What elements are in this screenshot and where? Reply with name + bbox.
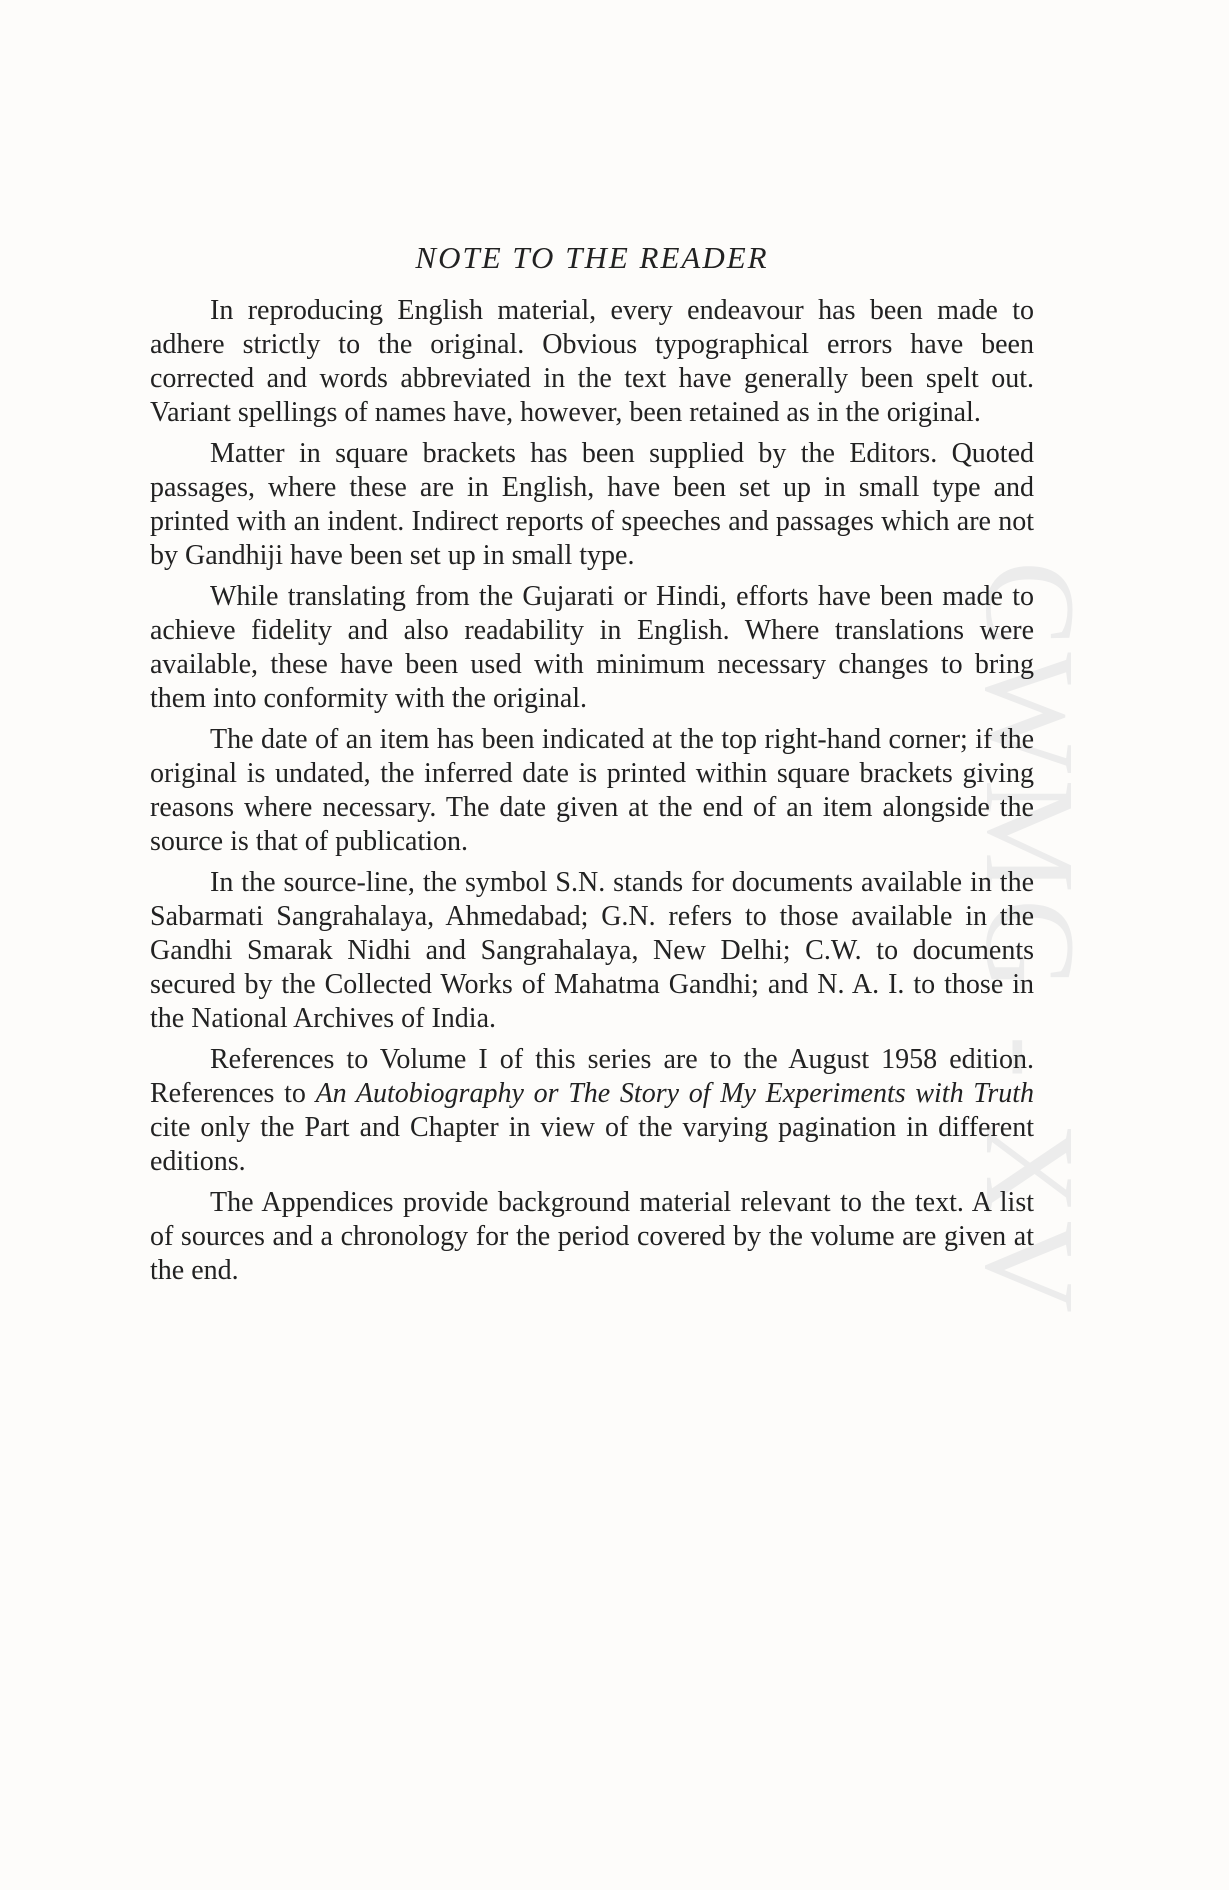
page-title: NOTE TO THE READER: [415, 240, 769, 275]
references-text-after: cite only the Part and Chapter in view of the varying pagination in different editions.: [150, 1112, 1034, 1177]
paragraph-english-material: In reproducing English material, every endeavour has been made to adhere strictly to the original. Obvious typographical errors have been corrected and words abbreviated in the text have generally been spelt out. Variant spellings of names have, however, been retained as in the original.: [150, 295, 1034, 428]
watermark-text: CWMG - XV: [959, 561, 1101, 1319]
page-content: [150, 240, 1034, 1295]
paragraph-square-brackets: Matter in square brackets has been supplied by the Editors. Quoted passages, where these are in English, have been set up in small type and printed with an indent. Indirect reports of speeches and passages which are not by Gandhiji have been set up in small type.: [150, 438, 1034, 571]
paragraph-date: The date of an item has been indicated at the top right-hand corner; if the original is undated, the inferred date is printed within square brackets giving reasons where necessary. The date given at the end of an item alongside the source is that of publication.: [150, 724, 1034, 857]
paragraph-appendices: The Appendices provide background material relevant to the text. A list of sources and a chronology for the period covered by the volume are given at the end.: [150, 1187, 1034, 1286]
paragraph-source-line: In the source-line, the symbol S.N. stands for documents available in the Sabarmati Sangrahalaya, Ahmedabad; G.N. refers to those available in the Gandhi Smarak Nidhi and Sangrahalaya, New Delhi; C.W. to documents secured by the Collected Works of Mahatma Gandhi; and N. A. I. to those in the National Archives of India.: [150, 867, 1034, 1034]
paragraph-references: [150, 1043, 1034, 1179]
paragraph-translation: While translating from the Gujarati or Hindi, efforts have been made to achieve fidelity and also readability in English. Where translations were available, these have been used with minimum necessary changes to bring them into conformity with the original.: [150, 581, 1034, 714]
book-title: An Autobiography or The Story of My Experiments with Truth: [315, 1078, 1035, 1109]
references-text-before: References to Volume I of this series are to the August 1958 edition. References to: [150, 1044, 1034, 1109]
